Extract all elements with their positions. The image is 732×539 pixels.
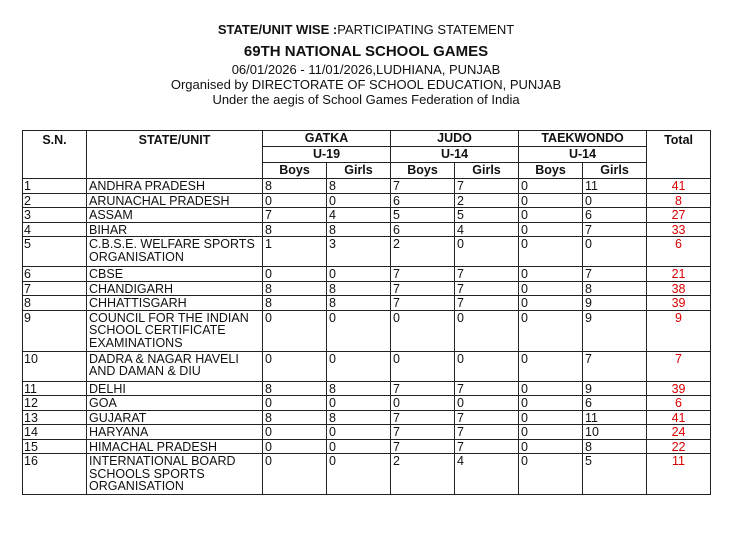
statement-title <box>0 22 732 37</box>
cell-gatka-boys: 8 <box>263 296 327 311</box>
cell-taekwondo-girls: 11 <box>583 410 647 425</box>
cell-taekwondo-girls: 7 <box>583 222 647 237</box>
table-row <box>23 381 711 396</box>
cell-judo-girls: 0 <box>455 351 519 381</box>
col-header-taekwondo-girls: Girls <box>583 163 647 179</box>
cell-gatka-girls: 8 <box>327 222 391 237</box>
cell-state: GOA <box>87 396 263 411</box>
cell-total: 39 <box>647 296 711 311</box>
cell-gatka-boys: 0 <box>263 267 327 282</box>
cell-taekwondo-boys: 0 <box>519 410 583 425</box>
cell-gatka-boys: 0 <box>263 351 327 381</box>
cell-total: 39 <box>647 381 711 396</box>
cell-gatka-girls: 0 <box>327 267 391 282</box>
cell-total: 9 <box>647 310 711 351</box>
cell-state: ASSAM <box>87 208 263 223</box>
cell-total: 41 <box>647 410 711 425</box>
cell-taekwondo-girls: 6 <box>583 396 647 411</box>
cell-state: CBSE <box>87 267 263 282</box>
cell-state: INTERNATIONAL BOARD SCHOOLS SPORTS ORGANISATION <box>87 454 263 495</box>
cell-state: DELHI <box>87 381 263 396</box>
col-header-judo-girls: Girls <box>455 163 519 179</box>
games-title: 69TH NATIONAL SCHOOL GAMES <box>243 43 489 60</box>
cell-sn: 8 <box>23 296 87 311</box>
col-header-gatka-age: U-19 <box>263 147 391 163</box>
cell-gatka-girls: 0 <box>327 425 391 440</box>
table-row <box>23 208 711 223</box>
cell-sn: 16 <box>23 454 87 495</box>
cell-gatka-boys: 0 <box>263 396 327 411</box>
table-row <box>23 410 711 425</box>
cell-gatka-girls: 8 <box>327 296 391 311</box>
cell-gatka-boys: 0 <box>263 425 327 440</box>
cell-state: HARYANA <box>87 425 263 440</box>
cell-gatka-girls: 0 <box>327 439 391 454</box>
cell-judo-boys: 7 <box>391 267 455 282</box>
cell-judo-boys: 0 <box>391 396 455 411</box>
cell-taekwondo-boys: 0 <box>519 396 583 411</box>
cell-total: 11 <box>647 454 711 495</box>
header-row-sports <box>23 131 711 147</box>
cell-taekwondo-boys: 0 <box>519 179 583 194</box>
cell-judo-boys: 7 <box>391 296 455 311</box>
cell-sn: 2 <box>23 193 87 208</box>
cell-taekwondo-girls: 0 <box>583 237 647 267</box>
cell-state: CHHATTISGARH <box>87 296 263 311</box>
cell-taekwondo-girls: 9 <box>583 310 647 351</box>
col-header-state: STATE/UNIT <box>87 131 263 179</box>
dates-venue: 06/01/2026 - 11/01/2026,LUDHIANA, PUNJAB <box>231 62 501 77</box>
cell-sn: 5 <box>23 237 87 267</box>
cell-sn: 3 <box>23 208 87 223</box>
cell-judo-boys: 6 <box>391 222 455 237</box>
col-header-judo-age: U-14 <box>391 147 519 163</box>
statement-title-bold: STATE/UNIT WISE : <box>217 22 338 37</box>
cell-taekwondo-girls: 8 <box>583 281 647 296</box>
table-row <box>23 281 711 296</box>
cell-judo-girls: 7 <box>455 381 519 396</box>
col-header-judo-boys: Boys <box>391 163 455 179</box>
cell-taekwondo-boys: 0 <box>519 222 583 237</box>
cell-state: DADRA & NAGAR HAVELI AND DAMAN & DIU <box>87 351 263 381</box>
table-row <box>23 396 711 411</box>
cell-taekwondo-girls: 7 <box>583 351 647 381</box>
cell-gatka-boys: 8 <box>263 281 327 296</box>
cell-gatka-girls: 8 <box>327 281 391 296</box>
cell-total: 33 <box>647 222 711 237</box>
statement-title-rest: PARTICIPATING STATEMENT <box>337 22 515 37</box>
participation-table <box>22 130 711 495</box>
cell-gatka-girls: 8 <box>327 410 391 425</box>
cell-judo-boys: 0 <box>391 310 455 351</box>
cell-gatka-girls: 4 <box>327 208 391 223</box>
cell-gatka-girls: 8 <box>327 179 391 194</box>
table-row <box>23 310 711 351</box>
cell-total: 7 <box>647 351 711 381</box>
cell-taekwondo-girls: 11 <box>583 179 647 194</box>
cell-state: GUJARAT <box>87 410 263 425</box>
cell-judo-boys: 7 <box>391 179 455 194</box>
table-row <box>23 425 711 440</box>
cell-gatka-boys: 8 <box>263 381 327 396</box>
cell-taekwondo-boys: 0 <box>519 208 583 223</box>
cell-total: 38 <box>647 281 711 296</box>
cell-gatka-girls: 0 <box>327 396 391 411</box>
cell-total: 24 <box>647 425 711 440</box>
cell-gatka-girls: 0 <box>327 193 391 208</box>
cell-gatka-boys: 0 <box>263 439 327 454</box>
col-header-taekwondo-age: U-14 <box>519 147 647 163</box>
cell-gatka-boys: 0 <box>263 310 327 351</box>
cell-taekwondo-girls: 5 <box>583 454 647 495</box>
cell-judo-girls: 7 <box>455 281 519 296</box>
cell-total: 27 <box>647 208 711 223</box>
table-row <box>23 179 711 194</box>
cell-state: C.B.S.E. WELFARE SPORTS ORGANISATION <box>87 237 263 267</box>
aegis-line: Under the aegis of School Games Federation of India <box>212 92 520 107</box>
cell-total: 21 <box>647 267 711 282</box>
cell-gatka-boys: 1 <box>263 237 327 267</box>
cell-judo-girls: 0 <box>455 310 519 351</box>
cell-taekwondo-boys: 0 <box>519 281 583 296</box>
cell-taekwondo-boys: 0 <box>519 454 583 495</box>
cell-state: ANDHRA PRADESH <box>87 179 263 194</box>
cell-taekwondo-girls: 6 <box>583 208 647 223</box>
cell-gatka-girls: 8 <box>327 381 391 396</box>
cell-taekwondo-boys: 0 <box>519 193 583 208</box>
cell-sn: 15 <box>23 439 87 454</box>
cell-gatka-boys: 8 <box>263 222 327 237</box>
cell-taekwondo-boys: 0 <box>519 237 583 267</box>
cell-taekwondo-boys: 0 <box>519 439 583 454</box>
cell-gatka-boys: 8 <box>263 179 327 194</box>
cell-sn: 7 <box>23 281 87 296</box>
cell-judo-girls: 2 <box>455 193 519 208</box>
cell-gatka-girls: 0 <box>327 454 391 495</box>
cell-judo-girls: 7 <box>455 410 519 425</box>
table-row <box>23 237 711 267</box>
cell-sn: 10 <box>23 351 87 381</box>
cell-judo-girls: 0 <box>455 237 519 267</box>
cell-state: BIHAR <box>87 222 263 237</box>
cell-sn: 9 <box>23 310 87 351</box>
cell-total: 22 <box>647 439 711 454</box>
cell-taekwondo-girls: 7 <box>583 267 647 282</box>
document-header <box>0 22 732 107</box>
col-header-gatka: GATKA <box>263 131 391 147</box>
cell-sn: 11 <box>23 381 87 396</box>
cell-judo-girls: 7 <box>455 179 519 194</box>
table-head <box>23 131 711 179</box>
cell-total: 8 <box>647 193 711 208</box>
col-header-total: Total <box>647 131 711 179</box>
cell-taekwondo-boys: 0 <box>519 351 583 381</box>
cell-judo-girls: 4 <box>455 222 519 237</box>
cell-taekwondo-boys: 0 <box>519 310 583 351</box>
table-row <box>23 296 711 311</box>
cell-judo-boys: 7 <box>391 281 455 296</box>
cell-judo-boys: 7 <box>391 439 455 454</box>
table-row <box>23 439 711 454</box>
cell-judo-boys: 7 <box>391 381 455 396</box>
cell-judo-girls: 7 <box>455 425 519 440</box>
cell-state: CHANDIGARH <box>87 281 263 296</box>
cell-gatka-boys: 7 <box>263 208 327 223</box>
col-header-sn: S.N. <box>23 131 87 179</box>
cell-taekwondo-girls: 9 <box>583 381 647 396</box>
cell-sn: 12 <box>23 396 87 411</box>
organiser-line: Organised by DIRECTORATE OF SCHOOL EDUCATION, PUNJAB <box>170 77 562 92</box>
col-header-gatka-girls: Girls <box>327 163 391 179</box>
cell-judo-boys: 2 <box>391 237 455 267</box>
cell-taekwondo-boys: 0 <box>519 296 583 311</box>
cell-judo-girls: 4 <box>455 454 519 495</box>
cell-judo-girls: 7 <box>455 267 519 282</box>
cell-sn: 4 <box>23 222 87 237</box>
cell-judo-girls: 7 <box>455 296 519 311</box>
cell-state: ARUNACHAL PRADESH <box>87 193 263 208</box>
cell-taekwondo-girls: 10 <box>583 425 647 440</box>
cell-sn: 6 <box>23 267 87 282</box>
cell-gatka-boys: 0 <box>263 454 327 495</box>
cell-judo-girls: 7 <box>455 439 519 454</box>
cell-sn: 14 <box>23 425 87 440</box>
cell-judo-boys: 7 <box>391 410 455 425</box>
col-header-taekwondo-boys: Boys <box>519 163 583 179</box>
cell-taekwondo-girls: 8 <box>583 439 647 454</box>
cell-state: HIMACHAL PRADESH <box>87 439 263 454</box>
cell-gatka-boys: 8 <box>263 410 327 425</box>
table-row <box>23 193 711 208</box>
cell-taekwondo-boys: 0 <box>519 425 583 440</box>
cell-judo-girls: 0 <box>455 396 519 411</box>
table-row <box>23 267 711 282</box>
cell-state: COUNCIL FOR THE INDIAN SCHOOL CERTIFICATE EXAMINATIONS <box>87 310 263 351</box>
cell-taekwondo-boys: 0 <box>519 381 583 396</box>
cell-gatka-girls: 0 <box>327 351 391 381</box>
cell-taekwondo-girls: 9 <box>583 296 647 311</box>
cell-gatka-boys: 0 <box>263 193 327 208</box>
cell-judo-boys: 0 <box>391 351 455 381</box>
cell-total: 6 <box>647 237 711 267</box>
cell-judo-boys: 5 <box>391 208 455 223</box>
cell-judo-boys: 2 <box>391 454 455 495</box>
cell-total: 6 <box>647 396 711 411</box>
table-row <box>23 351 711 381</box>
cell-judo-girls: 5 <box>455 208 519 223</box>
table-row <box>23 454 711 495</box>
cell-total: 41 <box>647 179 711 194</box>
table-row <box>23 222 711 237</box>
cell-gatka-girls: 0 <box>327 310 391 351</box>
col-header-judo: JUDO <box>391 131 519 147</box>
cell-taekwondo-boys: 0 <box>519 267 583 282</box>
col-header-taekwondo: TAEKWONDO <box>519 131 647 147</box>
table-body <box>23 179 711 495</box>
cell-sn: 1 <box>23 179 87 194</box>
cell-judo-boys: 6 <box>391 193 455 208</box>
col-header-gatka-boys: Boys <box>263 163 327 179</box>
cell-taekwondo-girls: 0 <box>583 193 647 208</box>
cell-gatka-girls: 3 <box>327 237 391 267</box>
cell-sn: 13 <box>23 410 87 425</box>
cell-judo-boys: 7 <box>391 425 455 440</box>
